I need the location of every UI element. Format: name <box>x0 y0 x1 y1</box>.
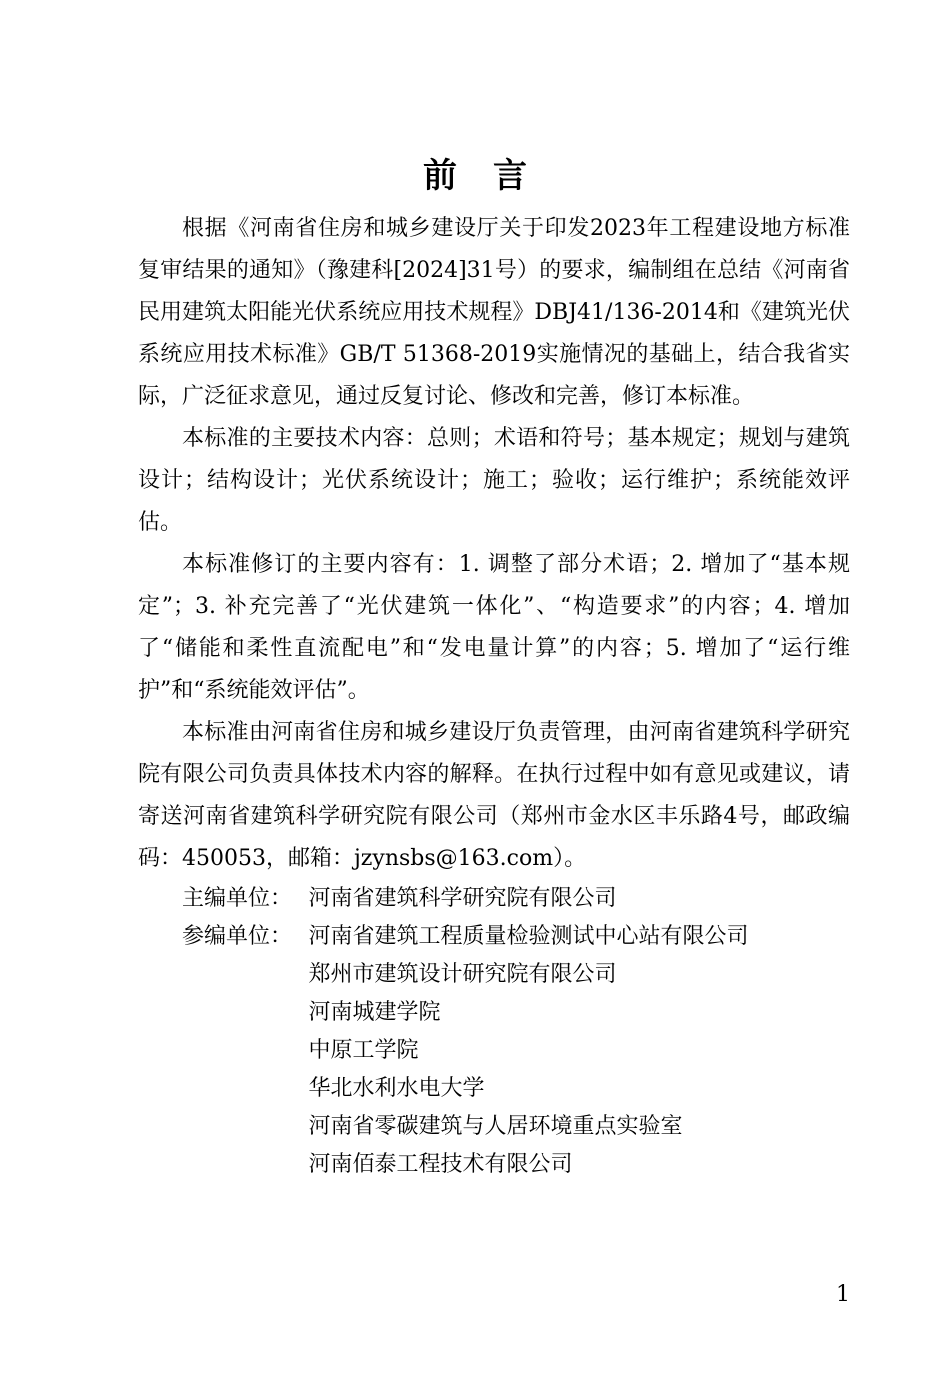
participating-editor-unit: 华北水利水电大学 <box>308 1076 485 1101</box>
participating-editor-unit: 郑州市建筑设计研究院有限公司 <box>308 962 617 987</box>
participating-editor-unit: 河南省建筑工程质量检验测试中心站有限公司 <box>308 924 749 949</box>
paragraph-management: 本标准由河南省住房和城乡建设厅负责管理，由河南省建筑科学研究院有限公司负责具体技术内容的解释。在执行过程中如有意见或建议，请寄送河南省建筑科学研究院有限公司（郑州市金水区丰乐路4号，邮政编码：450053，邮箱：jzynsbs@163.com）。 <box>138 720 850 871</box>
editor-units <box>138 880 850 1184</box>
title-char-1: 前 <box>423 156 457 196</box>
chief-editor-list <box>309 880 851 918</box>
participating-editor-unit: 中原工学院 <box>308 1038 419 1063</box>
page-number: 1 <box>836 1282 850 1307</box>
participating-editor-unit: 河南省零碳建筑与人居环境重点实验室 <box>308 1114 683 1139</box>
page-title <box>0 152 950 200</box>
paragraph-background: 根据《河南省住房和城乡建设厅关于印发2023年工程建设地方标准复审结果的通知》（豫建科[2024]31号）的要求，编制组在总结《河南省民用建筑太阳能光伏系统应用技术规程》DBJ41/136-2014和《建筑光伏系统应用技术标准》GB/T 51368-2019实施情况的基础上，结合我省实际，广泛征求意见，通过反复讨论、修改和完善，修订本标准。 <box>138 216 850 409</box>
participating-editors-list <box>309 918 851 1184</box>
paragraph-main-content: 本标准的主要技术内容：总则；术语和符号；基本规定；规划与建筑设计；结构设计；光伏系统设计；施工；验收；运行维护；系统能效评估。 <box>138 426 850 535</box>
preface-body <box>138 208 850 1184</box>
title-char-2: 言 <box>493 156 527 196</box>
participating-editor-unit: 河南佰泰工程技术有限公司 <box>308 1152 573 1177</box>
chief-editor-row <box>182 880 850 918</box>
chief-editor-label: 主编单位： <box>182 886 293 911</box>
paragraph-revisions: 本标准修订的主要内容有：1. 调整了部分术语；2. 增加了“基本规定”；3. 补充完善了“光伏建筑一体化”、“构造要求”的内容；4. 增加了“储能和柔性直流配电”和“发电量计算”的内容；5. 增加了“运行维护”和“系统能效评估”。 <box>138 552 850 703</box>
participating-editor-unit: 河南城建学院 <box>308 1000 441 1025</box>
participating-editors-row <box>182 918 850 1184</box>
participating-editors-label: 参编单位： <box>182 924 293 949</box>
chief-editor-unit: 河南省建筑科学研究院有限公司 <box>308 886 617 911</box>
